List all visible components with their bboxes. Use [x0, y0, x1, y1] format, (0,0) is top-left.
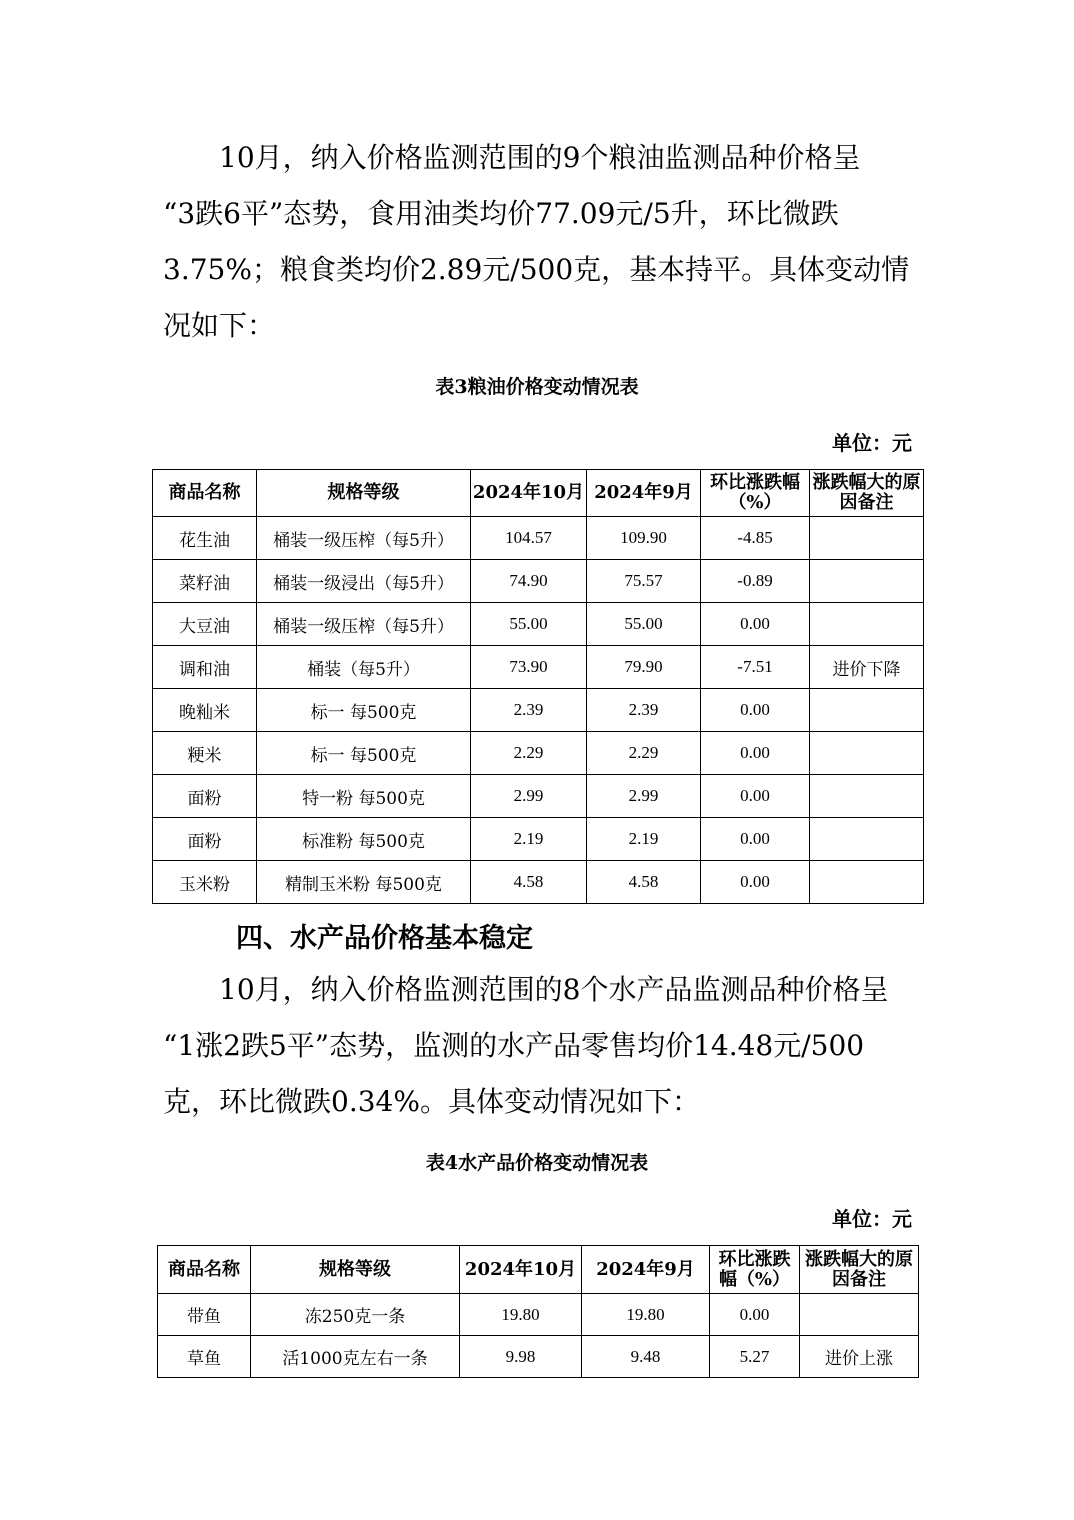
table3-cell-oct: 73.90: [471, 646, 587, 689]
table3-cell-oct: 55.00: [471, 603, 587, 646]
table4-header-note: 涨跌幅大的原因备注: [800, 1246, 919, 1294]
table3-cell-change: 0.00: [701, 689, 810, 732]
table-row: [153, 861, 924, 904]
table3-header-sep: 2024年9月: [587, 470, 701, 517]
table3-cell-sep: 2.99: [587, 775, 701, 818]
table3-cell-name: 面粉: [153, 818, 257, 861]
table4-header-spec: 规格等级: [251, 1246, 460, 1294]
table3: [152, 469, 924, 904]
table4-unit: 单位：元: [832, 1207, 912, 1231]
table4-cell-name: 带鱼: [158, 1294, 251, 1336]
table4-cell-name: 草鱼: [158, 1336, 251, 1378]
table3-cell-note: [810, 732, 924, 775]
table4-cell-sep: 9.48: [582, 1336, 710, 1378]
table-row: [153, 517, 924, 560]
table3-cell-note: 进价下降: [810, 646, 924, 689]
table3-cell-sep: 2.39: [587, 689, 701, 732]
table4-cell-spec: 冻250克一条: [251, 1294, 460, 1336]
intro-line-3: 3.75%；粮食类均价2.89元/500克，基本持平。具体变动情: [163, 253, 910, 286]
table3-cell-sep: 2.29: [587, 732, 701, 775]
table3-cell-name: 晚籼米: [153, 689, 257, 732]
table3-cell-name: 调和油: [153, 646, 257, 689]
table3-cell-change: -7.51: [701, 646, 810, 689]
table4-cell-oct: 19.80: [460, 1294, 582, 1336]
table3-caption: 表3粮油价格变动情况表: [435, 376, 639, 398]
table-row: [158, 1294, 919, 1336]
table3-header-oct: 2024年10月: [471, 470, 587, 517]
table-row: [153, 818, 924, 861]
table3-cell-sep: 75.57: [587, 560, 701, 603]
intro-line-2: “3跌6平”态势，食用油类均价77.09元/5升，环比微跌: [163, 197, 839, 230]
table3-cell-note: [810, 775, 924, 818]
table3-cell-note: [810, 603, 924, 646]
table4-cell-oct: 9.98: [460, 1336, 582, 1378]
table4-cell-sep: 19.80: [582, 1294, 710, 1336]
table3-cell-spec: 桶装一级浸出（每5升）: [257, 560, 471, 603]
table3-unit: 单位：元: [832, 431, 912, 455]
table3-cell-spec: 桶装一级压榨（每5升）: [257, 517, 471, 560]
table-row: [153, 560, 924, 603]
table4-cell-spec: 活1000克左右一条: [251, 1336, 460, 1378]
table3-cell-spec: 精制玉米粉 每500克: [257, 861, 471, 904]
table3-cell-name: 粳米: [153, 732, 257, 775]
table3-cell-change: 0.00: [701, 861, 810, 904]
table3-cell-spec: 桶装一级压榨（每5升）: [257, 603, 471, 646]
table3-cell-name: 面粉: [153, 775, 257, 818]
table4-cell-change: 0.00: [710, 1294, 800, 1336]
table4-cell-note: 进价上涨: [800, 1336, 919, 1378]
table4-header-oct: 2024年10月: [460, 1246, 582, 1294]
table3-cell-oct: 74.90: [471, 560, 587, 603]
section4-line-3: 克，环比微跌0.34%。具体变动情况如下：: [163, 1085, 700, 1118]
table-row: [153, 603, 924, 646]
table4-header-name: 商品名称: [158, 1246, 251, 1294]
table4-caption: 表4水产品价格变动情况表: [425, 1152, 649, 1174]
table4: [157, 1245, 919, 1378]
table3-cell-sep: 79.90: [587, 646, 701, 689]
table3-cell-change: -4.85: [701, 517, 810, 560]
table3-cell-change: 0.00: [701, 732, 810, 775]
table4-header-change: 环比涨跌幅（%）: [710, 1246, 800, 1294]
table4-header-row: [158, 1246, 919, 1294]
table3-cell-spec: 标准粉 每500克: [257, 818, 471, 861]
table3-cell-name: 玉米粉: [153, 861, 257, 904]
table3-cell-spec: 标一 每500克: [257, 732, 471, 775]
intro-line-1: 10月，纳入价格监测范围的9个粮油监测品种价格呈: [219, 141, 861, 174]
table3-cell-oct: 104.57: [471, 517, 587, 560]
table3-cell-note: [810, 560, 924, 603]
table3-cell-spec: 标一 每500克: [257, 689, 471, 732]
table-row: [158, 1336, 919, 1378]
table3-cell-name: 大豆油: [153, 603, 257, 646]
table3-cell-change: -0.89: [701, 560, 810, 603]
table3-cell-note: [810, 689, 924, 732]
table3-cell-name: 菜籽油: [153, 560, 257, 603]
table3-cell-oct: 2.39: [471, 689, 587, 732]
table3-cell-change: 0.00: [701, 818, 810, 861]
table3-cell-spec: 桶装（每5升）: [257, 646, 471, 689]
table3-header-note: 涨跌幅大的原因备注: [810, 470, 924, 517]
table3-cell-oct: 2.29: [471, 732, 587, 775]
intro-line-4: 况如下：: [163, 309, 276, 342]
table3-cell-oct: 2.99: [471, 775, 587, 818]
table3-cell-oct: 4.58: [471, 861, 587, 904]
table3-header-change: 环比涨跌幅（%）: [701, 470, 810, 517]
table3-cell-sep: 55.00: [587, 603, 701, 646]
table-row: [153, 775, 924, 818]
intro-paragraph: [163, 130, 913, 354]
table3-cell-note: [810, 517, 924, 560]
table-row: [153, 689, 924, 732]
table3-header-spec: 规格等级: [257, 470, 471, 517]
table3-cell-oct: 2.19: [471, 818, 587, 861]
table3-header-name: 商品名称: [153, 470, 257, 517]
table3-cell-change: 0.00: [701, 775, 810, 818]
table3-cell-note: [810, 818, 924, 861]
table3-header-row: [153, 470, 924, 517]
section4-heading: 四、水产品价格基本稳定: [236, 923, 533, 954]
table-row: [153, 646, 924, 689]
section4-paragraph: [163, 962, 913, 1130]
table3-cell-sep: 4.58: [587, 861, 701, 904]
table4-header-sep: 2024年9月: [582, 1246, 710, 1294]
table3-cell-spec: 特一粉 每500克: [257, 775, 471, 818]
table3-cell-sep: 109.90: [587, 517, 701, 560]
section4-line-2: “1涨2跌5平”态势，监测的水产品零售均价14.48元/500: [163, 1029, 865, 1062]
table4-cell-change: 5.27: [710, 1336, 800, 1378]
table3-cell-sep: 2.19: [587, 818, 701, 861]
table3-cell-change: 0.00: [701, 603, 810, 646]
table3-cell-name: 花生油: [153, 517, 257, 560]
section4-line-1: 10月，纳入价格监测范围的8个水产品监测品种价格呈: [219, 973, 889, 1006]
table3-cell-note: [810, 861, 924, 904]
table4-cell-note: [800, 1294, 919, 1336]
table-row: [153, 732, 924, 775]
